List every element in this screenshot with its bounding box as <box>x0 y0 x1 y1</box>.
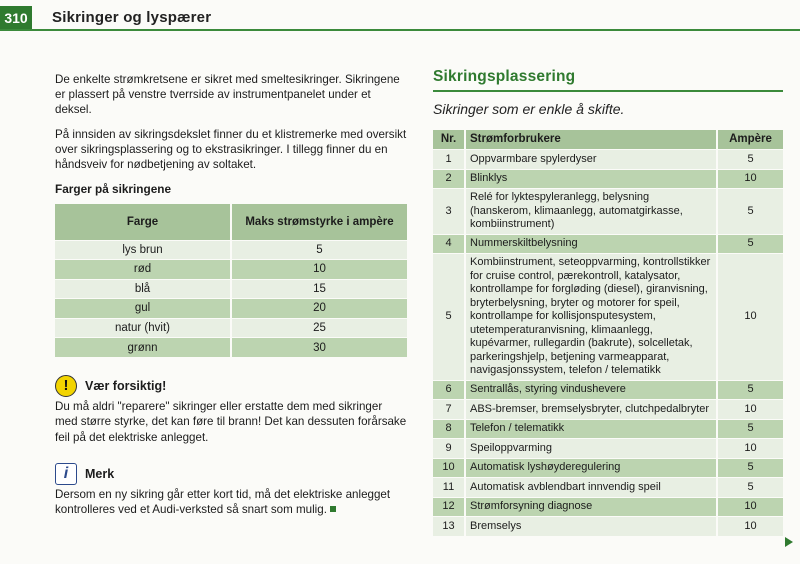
consumer-column-header: Strømforbrukere <box>465 130 717 150</box>
fuse-color-name: blå <box>55 279 231 299</box>
fuse-row <box>433 234 783 254</box>
amp-column-header: Maks strømstyrke i ampère <box>231 204 407 240</box>
fuse-color-amp: 30 <box>231 338 407 358</box>
note-text: Dersom en ny sikring går etter kort tid, må det elektriske anlegget kontrolleres ved et Audi-verksted så snart som mulig. <box>55 487 391 517</box>
fuse-nr: 6 <box>433 380 465 400</box>
fuse-color-amp: 5 <box>231 240 407 260</box>
fuse-colors-heading: Farger på sikringene <box>55 182 172 197</box>
fuse-color-row <box>55 318 407 338</box>
caution-text: Du må aldri "reparere" sikringer eller erstatte dem med sikringer med større styrke, det kan føre til brann! Det kan dessuten forårsake feil på det elektriske anlegget. <box>55 400 407 444</box>
section-end-marker <box>330 506 336 512</box>
fuse-color-amp: 10 <box>231 260 407 280</box>
fuse-row <box>433 254 783 381</box>
chapter-title: Sikringer og lyspærer <box>52 9 212 26</box>
fuse-consumer: Automatisk avblendbart innvendig speil <box>465 478 717 498</box>
fuse-nr: 3 <box>433 189 465 235</box>
fuse-nr: 11 <box>433 478 465 498</box>
fuse-color-name: rød <box>55 260 231 280</box>
fuse-colors-table <box>55 204 407 357</box>
fuse-consumer: Sentrallås, styring vindushevere <box>465 380 717 400</box>
fuse-nr: 5 <box>433 254 465 381</box>
info-icon: i <box>55 463 77 485</box>
header-divider <box>0 29 800 31</box>
fuse-amp: 5 <box>717 189 783 235</box>
fuse-table-header-row <box>433 130 783 150</box>
fuse-consumer: Nummerskiltbelysning <box>465 234 717 254</box>
fuse-amp: 5 <box>717 458 783 478</box>
section-divider <box>433 90 783 92</box>
warning-icon: ! <box>55 375 77 397</box>
fuse-color-row <box>55 279 407 299</box>
fuse-color-name: gul <box>55 299 231 319</box>
fuse-row <box>433 419 783 439</box>
caution-heading <box>55 375 407 397</box>
color-column-header: Farge <box>55 204 231 240</box>
fuse-consumer: Automatisk lyshøyderegulering <box>465 458 717 478</box>
fuse-nr: 7 <box>433 400 465 420</box>
fuse-amp: 5 <box>717 380 783 400</box>
intro-paragraph: De enkelte strømkretsene er sikret med smeltesikringer. Sikringene er plassert på venstre tverrside av instrumentpanelet under et deksel. <box>55 73 400 117</box>
fuse-consumer: Kombiinstrument, seteoppvarming, kontrollstikker for cruise control, pærekontroll, katalysator, kontrollampe for forgløding (diesel), giranvisning, bryterbelysning, bryter og motorer for speil, kontrollampe for kollisjonsputesystem, utetemperaturanvisning, klimaanlegg, kupévarmer, rullegardin (bakrute), solcelletak, parkeringshjelp, betjening varmeapparat, navigasjonssystem, telefon / telematikk <box>465 254 717 381</box>
ampere-column-header: Ampère <box>717 130 783 150</box>
fuse-nr: 9 <box>433 439 465 459</box>
fuse-amp: 5 <box>717 234 783 254</box>
fuse-amp: 10 <box>717 400 783 420</box>
fuse-consumer: Bremselys <box>465 517 717 537</box>
note-title: Merk <box>85 466 115 481</box>
fuse-color-row <box>55 260 407 280</box>
fuse-consumer: Oppvarmbare spylerdyser <box>465 150 717 170</box>
fuse-color-name: lys brun <box>55 240 231 260</box>
fuse-color-amp: 20 <box>231 299 407 319</box>
fuse-row <box>433 150 783 170</box>
fuse-color-name: grønn <box>55 338 231 358</box>
fuse-consumer: Strømforsyning diagnose <box>465 497 717 517</box>
fuse-color-row <box>55 240 407 260</box>
note-paragraph <box>55 487 407 517</box>
section-subtitle: Sikringer som er enkle å skifte. <box>433 100 625 117</box>
nr-column-header: Nr. <box>433 130 465 150</box>
fuse-nr: 10 <box>433 458 465 478</box>
fuse-row <box>433 458 783 478</box>
fuse-nr: 1 <box>433 150 465 170</box>
fuse-nr: 13 <box>433 517 465 537</box>
fuse-nr: 2 <box>433 169 465 189</box>
section-title: Sikringsplassering <box>433 68 576 85</box>
fuse-color-name: natur (hvit) <box>55 318 231 338</box>
fuse-row <box>433 439 783 459</box>
fuse-row <box>433 400 783 420</box>
fuse-consumer: Speiloppvarming <box>465 439 717 459</box>
fuse-colors-header-row <box>55 204 407 240</box>
fuse-amp: 5 <box>717 419 783 439</box>
page-number: 310 <box>0 6 32 30</box>
fuse-row <box>433 380 783 400</box>
fuse-row <box>433 478 783 498</box>
fuse-consumer: Blinklys <box>465 169 717 189</box>
caution-title: Vær forsiktig! <box>85 379 167 394</box>
fuse-color-row <box>55 299 407 319</box>
inside-cover-paragraph: På innsiden av sikringsdekslet finner du et klistremerke med oversikt over sikringsplassering og to ekstrasikringer. I tillegg finner du en håndsveiv for nødbetjening av soltaket. <box>55 127 407 172</box>
fuse-amp: 5 <box>717 150 783 170</box>
fuse-color-row <box>55 338 407 358</box>
fuse-color-amp: 15 <box>231 279 407 299</box>
fuse-consumer: Relé for lyktespyleranlegg, belysning (hanskerom, klimaanlegg, automatgirkasse, kombiinstrument) <box>465 189 717 235</box>
fuse-nr: 4 <box>433 234 465 254</box>
fuse-amp: 10 <box>717 254 783 381</box>
continue-arrow-icon <box>785 537 793 547</box>
fuse-amp: 5 <box>717 478 783 498</box>
fuse-assignment-table <box>433 130 783 537</box>
fuse-amp: 10 <box>717 439 783 459</box>
fuse-amp: 10 <box>717 169 783 189</box>
fuse-row <box>433 517 783 537</box>
fuse-amp: 10 <box>717 517 783 537</box>
fuse-consumer: ABS-bremser, bremselysbryter, clutchpedalbryter <box>465 400 717 420</box>
fuse-consumer: Telefon / telematikk <box>465 419 717 439</box>
fuse-row <box>433 169 783 189</box>
fuse-nr: 12 <box>433 497 465 517</box>
right-column <box>433 68 783 536</box>
note-heading <box>55 463 407 485</box>
fuse-amp: 10 <box>717 497 783 517</box>
fuse-row <box>433 497 783 517</box>
fuse-row <box>433 189 783 235</box>
fuse-nr: 8 <box>433 419 465 439</box>
left-column <box>55 72 407 517</box>
fuse-color-amp: 25 <box>231 318 407 338</box>
